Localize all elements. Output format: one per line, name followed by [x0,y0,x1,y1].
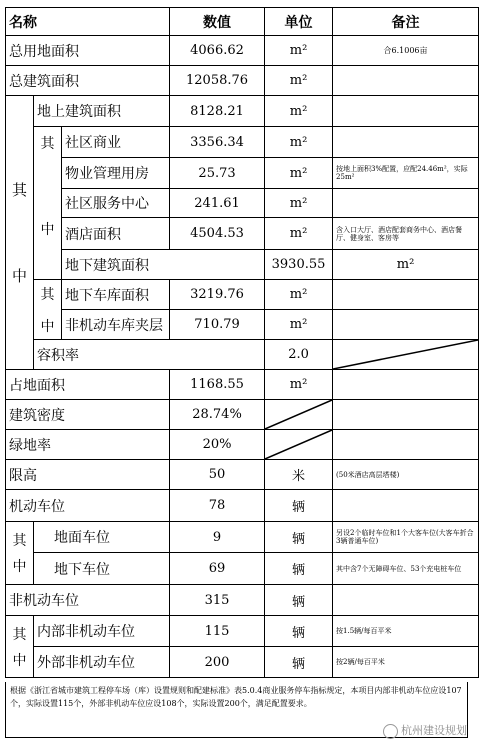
group-qizhong-parking [6,522,34,585]
under-parking-unit: 辆 [265,553,333,585]
underground-value: 3930.55 [265,250,333,280]
garage-unit: m² [265,280,333,310]
total-build-label: 总建筑面积 [6,66,170,96]
community-commerce-value: 3356.34 [170,127,265,158]
community-commerce-note [333,127,479,158]
garage-value: 3219.76 [170,280,265,310]
summary-table-wrap [5,7,478,678]
group-zhong-label: 中 [11,266,27,285]
table-row [6,616,479,647]
header-row [6,8,479,36]
group-zhong-label-parking: 中 [12,559,27,575]
group-qizhong-under [34,280,62,340]
table-row [6,585,479,616]
table-row [6,370,479,400]
property-mgmt-unit: m² [265,158,333,189]
table-row [6,66,479,96]
table-row [6,400,479,430]
header-unit: 单位 [265,8,333,36]
total-build-unit: m² [265,66,333,96]
garage-note [333,280,479,310]
density-note [333,400,479,430]
far-unit-diagonal [333,340,479,370]
green-value: 20% [170,430,265,460]
header-note: 备注 [333,8,479,36]
total-land-value: 4066.62 [170,36,265,66]
table-row [6,158,479,189]
ground-parking-value: 9 [170,522,265,553]
wechat-logo-icon [383,724,398,739]
inner-nonmotor-label: 内部非机动车位 [34,616,170,647]
group-qi-label-under: 其 [40,286,55,303]
nonmotor-label: 非机动车位 [6,585,170,616]
group-qi-label-inner: 其 [40,136,55,152]
group-zhong-label-under: 中 [40,318,55,335]
property-mgmt-note: 按地上面积3%配置，应配24.46m²，实际25m² [333,158,479,189]
footprint-note [333,370,479,400]
green-unit-diagonal [265,430,333,460]
footprint-unit: m² [265,370,333,400]
group-zhong-label-nonmotor: 中 [12,652,27,669]
motor-label: 机动车位 [6,490,170,522]
table-row [6,250,479,280]
group-zhong-label-inner: 中 [40,222,55,238]
table-row [6,310,479,340]
hotel-unit: m² [265,218,333,250]
table-row [6,189,479,218]
total-build-note [333,66,479,96]
group-qi-label: 其 [11,180,27,199]
table-row [6,340,479,370]
ground-parking-note: 另设2个临时车位和1个大客车位(大客车折合3辆普通车位) [333,522,479,553]
header-name: 名称 [6,8,170,36]
table-row [6,218,479,250]
footprint-value: 1168.55 [170,370,265,400]
property-mgmt-label: 物业管理用房 [62,158,170,189]
nonmotor-mezz-label: 非机动车库夹层 [62,310,170,340]
outer-nonmotor-note: 按2辆/每百平米 [333,647,479,678]
header-value: 数值 [170,8,265,36]
nonmotor-note [333,585,479,616]
group-qi-label-parking: 其 [12,533,27,549]
group-qizhong-nonmotor [6,616,34,678]
green-note [333,430,479,460]
underground-label: 地下建筑面积 [62,250,265,280]
table-row [6,553,479,585]
hotel-value: 4504.53 [170,218,265,250]
height-value: 50 [170,460,265,490]
far-label: 容积率 [34,340,265,370]
motor-value: 78 [170,490,265,522]
ground-parking-unit: 辆 [265,522,333,553]
inner-nonmotor-value: 115 [170,616,265,647]
density-label: 建筑密度 [6,400,170,430]
above-unit: m² [265,96,333,127]
hotel-label: 酒店面积 [62,218,170,250]
nonmotor-value: 315 [170,585,265,616]
table-row [6,490,479,522]
property-mgmt-value: 25.73 [170,158,265,189]
above-note [333,96,479,127]
table-row [6,127,479,158]
motor-note [333,490,479,522]
ground-parking-label: 地面车位 [34,522,170,553]
community-commerce-unit: m² [265,127,333,158]
density-value: 28.74% [170,400,265,430]
table-row [6,280,479,310]
far-value: 2.0 [265,340,333,370]
above-label: 地上建筑面积 [34,96,170,127]
hotel-note: 含入口大厅、酒店配套商务中心、酒店餐厅、健身室、客房等 [333,218,479,250]
height-unit: 米 [265,460,333,490]
nonmotor-unit: 辆 [265,585,333,616]
table-row [6,647,479,678]
table-row [6,522,479,553]
nonmotor-mezz-value: 710.79 [170,310,265,340]
summary-table [5,7,479,678]
group-qizhong-outer [6,96,34,370]
community-service-unit: m² [265,189,333,218]
green-label: 绿地率 [6,430,170,460]
community-service-note [333,189,479,218]
group-qizhong-inner [34,127,62,280]
underground-unit: m² [333,250,479,280]
community-service-value: 241.61 [170,189,265,218]
table-row [6,430,479,460]
total-land-label: 总用地面积 [6,36,170,66]
footprint-label: 占地面积 [6,370,170,400]
community-commerce-label: 社区商业 [62,127,170,158]
outer-nonmotor-label: 外部非机动车位 [34,647,170,678]
total-land-note: 合6.1006亩 [333,36,479,66]
height-note: (50米酒店高层塔楼) [333,460,479,490]
table-row [6,460,479,490]
footer-note: 根据《浙江省城市建筑工程停车场（库）设置规则和配建标准》表5.0.4商业服务停车指标规定，本项目内部非机动车位应设107个，实际设置115个，外部非机动车位应设108个，实际设置200个，满足配置要求。 [5,682,468,738]
group-qi-label-nonmotor: 其 [12,626,27,643]
total-land-unit: m² [265,36,333,66]
motor-unit: 辆 [265,490,333,522]
height-label: 限高 [6,460,170,490]
outer-nonmotor-value: 200 [170,647,265,678]
under-parking-label: 地下车位 [34,553,170,585]
under-parking-value: 69 [170,553,265,585]
above-value: 8128.21 [170,96,265,127]
watermark-text: 杭州建设规划 [401,724,467,737]
nonmotor-mezz-note [333,310,479,340]
table-row [6,36,479,66]
outer-nonmotor-unit: 辆 [265,647,333,678]
inner-nonmotor-unit: 辆 [265,616,333,647]
total-build-value: 12058.76 [170,66,265,96]
nonmotor-mezz-unit: m² [265,310,333,340]
table-row [6,96,479,127]
density-unit-diagonal [265,400,333,430]
under-parking-note: 其中含7个无障碍车位、53个充电桩车位 [333,553,479,585]
inner-nonmotor-note: 按1.5辆/每百平米 [333,616,479,647]
garage-label: 地下车库面积 [62,280,170,310]
community-service-label: 社区服务中心 [62,189,170,218]
watermark [383,722,467,739]
